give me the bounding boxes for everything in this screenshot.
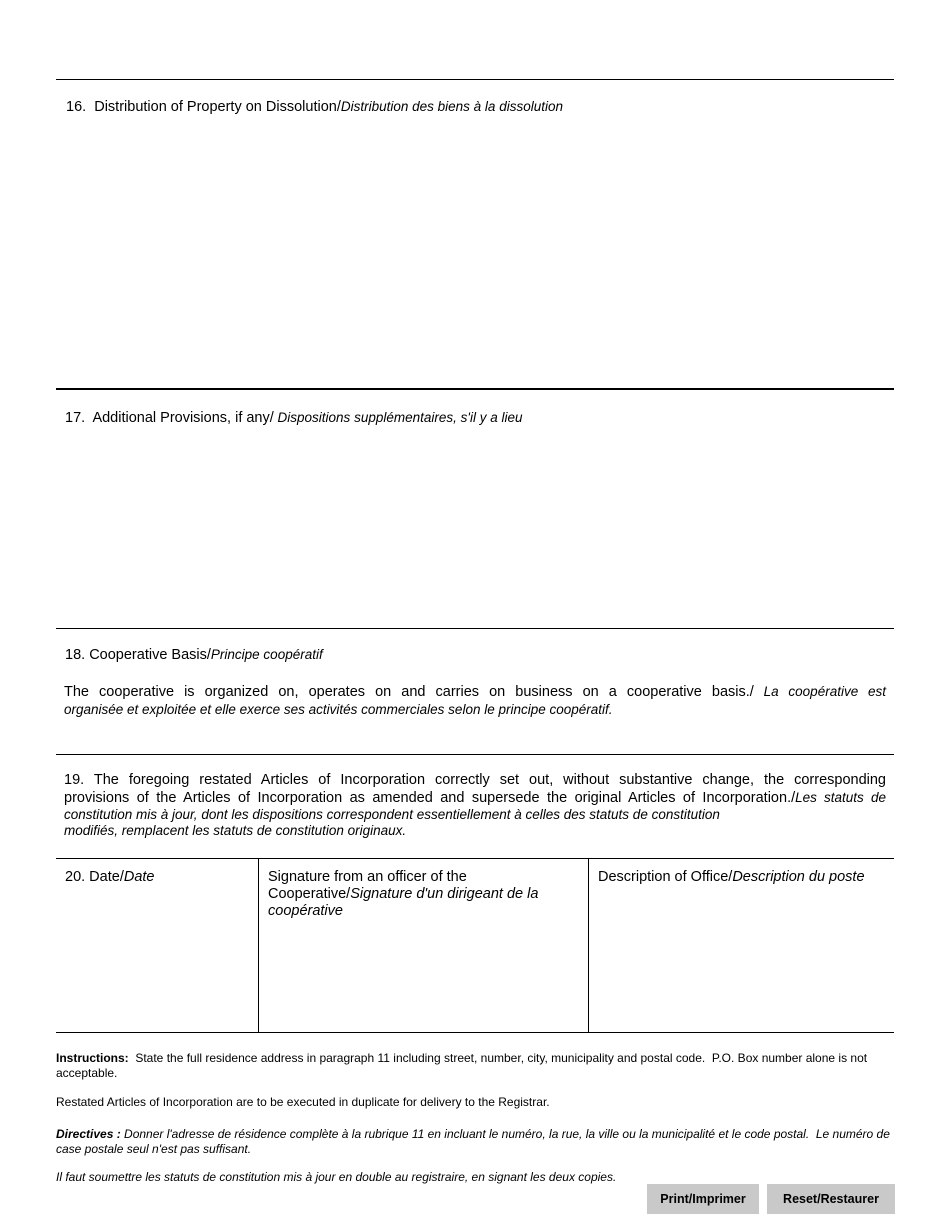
- section-18-body-en: The cooperative is organized on, operates on and carries on business on a cooperative basis./: [64, 684, 754, 700]
- section-18-body-fr-a: La coopérative est: [753, 684, 887, 699]
- instructions-restated: Restated Articles of Incorporation are to be executed in duplicate for delivery to the Registrar.: [56, 1095, 550, 1109]
- signature-label-line-1: Signature from an officer of the: [268, 869, 467, 885]
- section-16-heading: [66, 98, 563, 116]
- section-19-body-fr-b: constitution mis à jour, dont les dispositions correspondent essentiellement à celles des statuts de constitution: [64, 807, 720, 822]
- signature-label-line-2: [268, 886, 568, 903]
- divider-date-signature: [258, 858, 259, 1032]
- section-19-line-2: [64, 789, 886, 807]
- instructions-restated-fr-text: Il faut soumettre les statuts de constitution mis à jour en double au registraire, en signant les deux copies.: [56, 1170, 617, 1184]
- rule-section-17: [56, 388, 894, 390]
- rule-top: [56, 79, 894, 80]
- section-17-number: 17.: [65, 410, 86, 426]
- section-19-line-4: [64, 823, 886, 839]
- instructions-label-fr: Directives :: [56, 1127, 121, 1141]
- section-16-title-fr: Distribution des biens à la dissolution: [340, 99, 563, 114]
- section-18-body: [64, 683, 886, 719]
- section-16-number: 16.: [66, 99, 87, 115]
- instructions-text: State the full residence address in paragraph 11 including street, number, city, municipality and postal code. P.O. Box number alone is not acceptable.: [56, 1051, 871, 1080]
- signature-label-fr-a: Signature d'un dirigeant de la: [350, 886, 539, 902]
- instructions-text-fr: Donner l'adresse de résidence complète à la rubrique 11 en incluant le numéro, la rue, la ville ou la municipalité et le code postal. Le numéro de case postale seul n'est pas suffisant.: [56, 1127, 894, 1156]
- signature-label-en: Cooperative/: [268, 886, 351, 902]
- date-field[interactable]: [57, 930, 257, 1030]
- divider-signature-office: [588, 858, 589, 1032]
- section-20-signature-label: [268, 869, 568, 920]
- signature-label-fr-b: coopérative: [268, 903, 343, 919]
- section-19-body-fr-c: modifiés, remplacent les statuts de constitution originaux.: [64, 823, 407, 838]
- section-18-body-fr-b: organisée et exploitée et elle exerce ses activités commerciales selon le principe coopératif.: [64, 702, 613, 717]
- section-19-body: [64, 772, 886, 839]
- section-18-heading: [65, 646, 323, 664]
- section-17-title: Additional Provisions, if any/: [92, 410, 274, 426]
- rule-section-18: [56, 628, 894, 629]
- section-16-field[interactable]: [56, 120, 894, 384]
- section-19-body-fr-a: Les statuts de: [795, 790, 886, 805]
- section-18-title-fr: Principe coopératif: [210, 647, 323, 662]
- office-field[interactable]: [590, 900, 893, 1030]
- section-20-office-label: [598, 869, 888, 886]
- section-17-heading: [65, 409, 522, 427]
- rule-bottom: [56, 1032, 894, 1033]
- instructions-restated-fr: [56, 1170, 896, 1185]
- office-label: Description of Office/: [598, 869, 733, 885]
- section-19-line-1: 19. The foregoing restated Articles of Incorporation correctly set out, without substantive change, the corresponding: [64, 772, 886, 788]
- date-label: 20. Date/: [65, 869, 124, 885]
- rule-section-20: [56, 858, 894, 859]
- signature-field[interactable]: [260, 930, 587, 1030]
- date-label-fr: Date: [123, 869, 155, 885]
- section-17-field[interactable]: [56, 432, 894, 624]
- section-18-number: 18.: [65, 647, 86, 663]
- instructions-fr: [56, 1127, 896, 1157]
- section-18-title: Cooperative Basis/: [89, 647, 211, 663]
- section-19-line-3: [64, 807, 886, 823]
- rule-section-19: [56, 754, 894, 755]
- section-18-line-2: [64, 701, 886, 719]
- section-18-line-1: [64, 683, 886, 701]
- section-16-title: Distribution of Property on Dissolution/: [94, 99, 341, 115]
- print-button[interactable]: Print/Imprimer: [647, 1184, 759, 1214]
- reset-button[interactable]: Reset/Restaurer: [767, 1184, 895, 1214]
- signature-label-line-3: [268, 903, 568, 920]
- office-label-fr: Description du poste: [732, 869, 865, 885]
- section-20-date-label: [65, 869, 250, 886]
- instructions-label: Instructions:: [56, 1051, 129, 1065]
- instructions-en: [56, 1051, 896, 1081]
- section-17-title-fr: Dispositions supplémentaires, s'il y a lieu: [273, 410, 523, 425]
- section-19-body-en: provisions of the Articles of Incorporation as amended and supersede the original Articles of Incorporation./: [64, 790, 796, 806]
